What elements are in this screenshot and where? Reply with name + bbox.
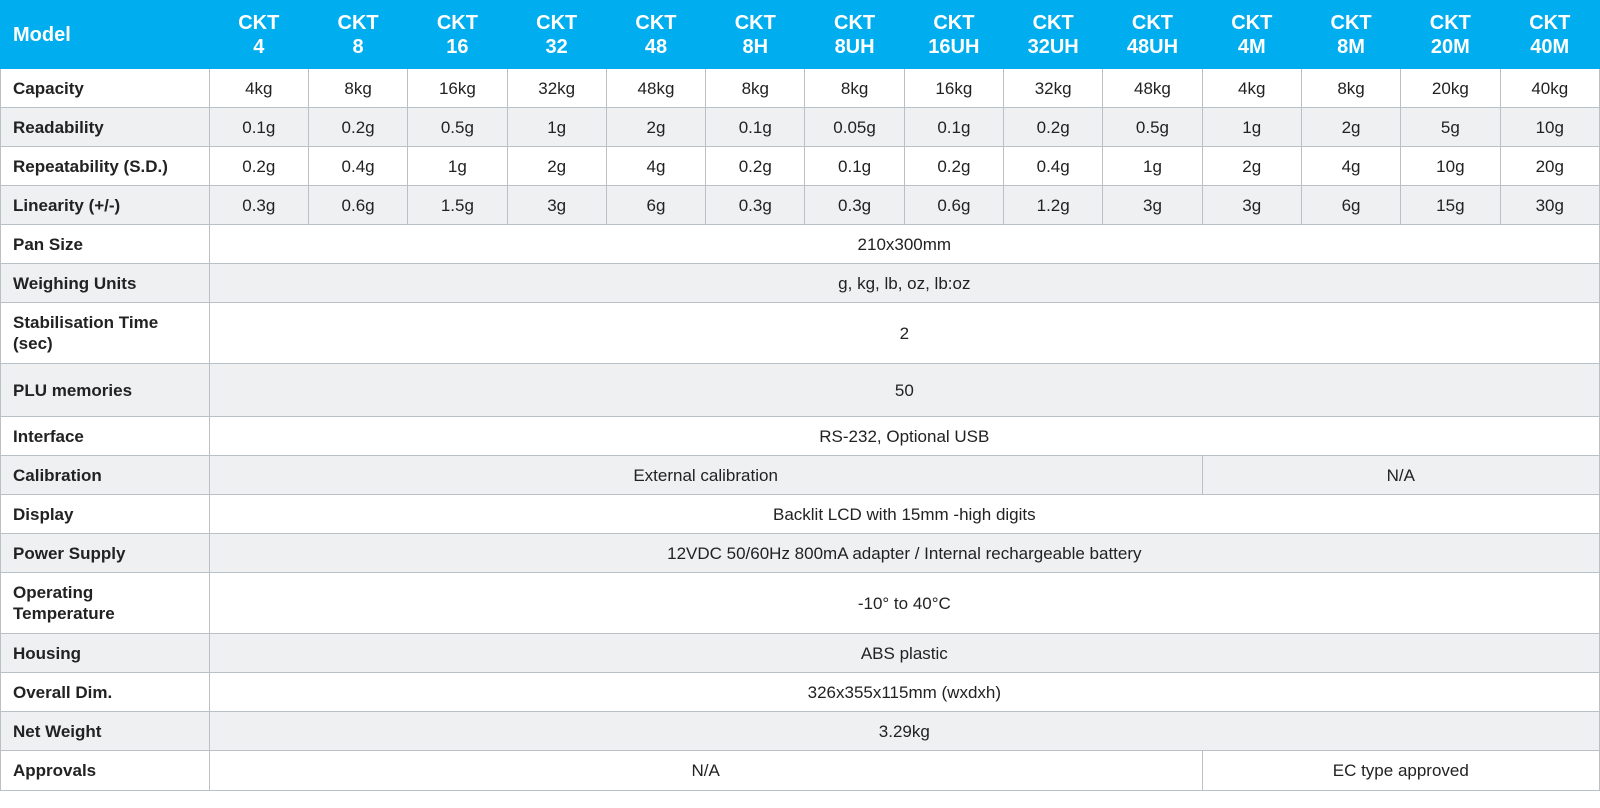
table-cell: 4g (1301, 147, 1400, 186)
calibration-value: External calibration (209, 456, 1202, 495)
table-cell: 0.2g (904, 147, 1003, 186)
table-cell: 4kg (1202, 69, 1301, 108)
display-row (1, 495, 1600, 534)
table-cell: 0.3g (805, 186, 904, 225)
row-label: Repeatability (S.D.) (1, 147, 210, 186)
table-cell: 2g (1202, 147, 1301, 186)
table-cell: 16kg (408, 69, 507, 108)
linearity-row (1, 186, 1600, 225)
table-cell: 1g (1202, 108, 1301, 147)
row-label: Pan Size (1, 225, 210, 264)
model-header: CKT 8UH (805, 1, 904, 69)
power-supply-value: 12VDC 50/60Hz 800mA adapter / Internal rechargeable battery (209, 534, 1599, 573)
pan-size-row (1, 225, 1600, 264)
table-cell: 0.3g (209, 186, 308, 225)
row-label: Overall Dim. (1, 673, 210, 712)
display-value: Backlit LCD with 15mm -high digits (209, 495, 1599, 534)
table-cell: 0.5g (408, 108, 507, 147)
table-cell: 0.5g (1103, 108, 1202, 147)
table-cell: 10g (1500, 108, 1600, 147)
model-header: CKT 8 (308, 1, 407, 69)
interface-row (1, 417, 1600, 456)
table-cell: 1.5g (408, 186, 507, 225)
table-cell: 0.3g (706, 186, 805, 225)
table-cell: 32kg (1004, 69, 1103, 108)
row-label: Stabilisation Time (sec) (1, 303, 210, 364)
stabilisation-row (1, 303, 1600, 364)
table-cell: 2g (1301, 108, 1400, 147)
row-label: Power Supply (1, 534, 210, 573)
table-cell: 6g (1301, 186, 1400, 225)
table-cell: 1g (507, 108, 606, 147)
power-supply-row (1, 534, 1600, 573)
table-cell: 0.4g (1004, 147, 1103, 186)
table-cell: 8kg (308, 69, 407, 108)
calibration-value-m: N/A (1202, 456, 1599, 495)
weighing-units-row (1, 264, 1600, 303)
readability-row (1, 108, 1600, 147)
table-cell: 5g (1401, 108, 1500, 147)
table-cell: 1g (1103, 147, 1202, 186)
table-cell: 4kg (209, 69, 308, 108)
table-cell: 30g (1500, 186, 1600, 225)
operating-temperature-value: -10° to 40°C (209, 573, 1599, 634)
table-cell: 10g (1401, 147, 1500, 186)
table-cell: 2g (606, 108, 705, 147)
approvals-row (1, 751, 1600, 791)
capacity-row (1, 69, 1600, 108)
housing-value: ABS plastic (209, 634, 1599, 673)
table-cell: 0.2g (706, 147, 805, 186)
table-cell: 8kg (706, 69, 805, 108)
model-header: CKT 20M (1401, 1, 1500, 69)
table-cell: 40kg (1500, 69, 1600, 108)
table-cell: 8kg (805, 69, 904, 108)
model-header: CKT 32 (507, 1, 606, 69)
table-cell: 0.1g (706, 108, 805, 147)
approvals-value-m: EC type approved (1202, 751, 1599, 791)
model-header: CKT 32UH (1004, 1, 1103, 69)
model-header-label: Model (1, 1, 210, 69)
row-label: Capacity (1, 69, 210, 108)
table-cell: 1g (408, 147, 507, 186)
model-header: CKT 8M (1301, 1, 1400, 69)
table-cell: 3g (1202, 186, 1301, 225)
model-header: CKT 4 (209, 1, 308, 69)
table-cell: 0.05g (805, 108, 904, 147)
housing-row (1, 634, 1600, 673)
model-header: CKT 16 (408, 1, 507, 69)
approvals-value: N/A (209, 751, 1202, 791)
overall-dim-value: 326x355x115mm (wxdxh) (209, 673, 1599, 712)
row-label: Net Weight (1, 712, 210, 751)
table-cell: 15g (1401, 186, 1500, 225)
row-label: Housing (1, 634, 210, 673)
overall-dim-row (1, 673, 1600, 712)
operating-temperature-row (1, 573, 1600, 634)
table-cell: 0.4g (308, 147, 407, 186)
model-header: CKT 4M (1202, 1, 1301, 69)
table-cell: 32kg (507, 69, 606, 108)
table-cell: 20g (1500, 147, 1600, 186)
table-cell: 8kg (1301, 69, 1400, 108)
model-header: CKT 8H (706, 1, 805, 69)
net-weight-row (1, 712, 1600, 751)
row-label: Operating Temperature (1, 573, 210, 634)
row-label: Readability (1, 108, 210, 147)
header-row (1, 1, 1600, 69)
table-cell: 0.1g (904, 108, 1003, 147)
table-cell: 3g (1103, 186, 1202, 225)
row-label: Calibration (1, 456, 210, 495)
weighing-units-value: g, kg, lb, oz, lb:oz (209, 264, 1599, 303)
row-label: Interface (1, 417, 210, 456)
table-cell: 3g (507, 186, 606, 225)
table-cell: 0.2g (209, 147, 308, 186)
model-header: CKT 48 (606, 1, 705, 69)
table-cell: 1.2g (1004, 186, 1103, 225)
calibration-row (1, 456, 1600, 495)
table-cell: 48kg (1103, 69, 1202, 108)
model-header: CKT 48UH (1103, 1, 1202, 69)
stabilisation-value: 2 (209, 303, 1599, 364)
net-weight-value: 3.29kg (209, 712, 1599, 751)
row-label: Linearity (+/-) (1, 186, 210, 225)
table-cell: 0.2g (1004, 108, 1103, 147)
interface-value: RS-232, Optional USB (209, 417, 1599, 456)
table-cell: 2g (507, 147, 606, 186)
table-cell: 0.1g (805, 147, 904, 186)
table-cell: 6g (606, 186, 705, 225)
table-cell: 0.2g (308, 108, 407, 147)
table-cell: 0.1g (209, 108, 308, 147)
table-cell: 0.6g (904, 186, 1003, 225)
model-header: CKT 40M (1500, 1, 1600, 69)
repeatability-row (1, 147, 1600, 186)
table-cell: 20kg (1401, 69, 1500, 108)
row-label: Approvals (1, 751, 210, 791)
table-cell: 0.6g (308, 186, 407, 225)
table-cell: 16kg (904, 69, 1003, 108)
row-label: Weighing Units (1, 264, 210, 303)
plu-value: 50 (209, 364, 1599, 417)
pan-size-value: 210x300mm (209, 225, 1599, 264)
plu-row (1, 364, 1600, 417)
model-header: CKT 16UH (904, 1, 1003, 69)
row-label: PLU memories (1, 364, 210, 417)
row-label: Display (1, 495, 210, 534)
table-cell: 4g (606, 147, 705, 186)
table-cell: 48kg (606, 69, 705, 108)
